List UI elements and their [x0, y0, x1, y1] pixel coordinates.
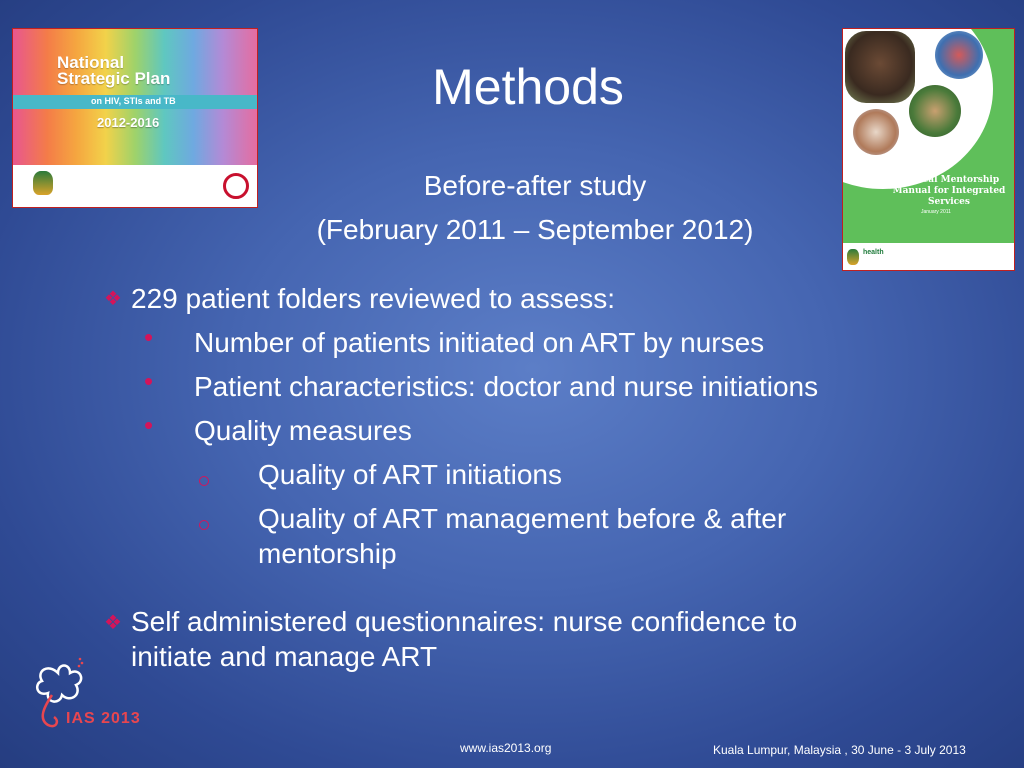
footer-url[interactable]: www.ias2013.org	[460, 741, 552, 755]
diamond-bullet-icon: ❖	[104, 288, 122, 310]
group-photo	[935, 31, 983, 79]
bullet-item-2: Patient characteristics: doctor and nurse initiations	[194, 371, 819, 402]
sub-bullet-1: Quality of ART initiations	[258, 459, 563, 490]
community-photo	[909, 85, 961, 137]
bullet-item-3: Quality measures	[194, 415, 412, 446]
dot-bullet-icon: •	[144, 322, 154, 352]
dot-bullet-icon: •	[144, 410, 154, 440]
ring-bullet-icon	[199, 520, 209, 530]
footer-event: Kuala Lumpur, Malaysia , 30 June - 3 July 2013	[713, 743, 966, 757]
bullet-item-1: Number of patients initiated on ART by nurses	[194, 327, 765, 358]
manual-date: January 2011	[921, 209, 951, 215]
slide-subtitle-2: (February 2011 – September 2012)	[316, 214, 754, 245]
coat-of-arms-icon	[847, 249, 859, 265]
slide-subtitle-1: Before-after study	[423, 170, 647, 201]
sub-bullet-2-cont: mentorship	[258, 538, 397, 569]
manual-department: health	[863, 249, 884, 256]
sub-bullet-2: Quality of ART management before & after	[258, 503, 787, 534]
bullet-main-2-cont: initiate and manage ART	[131, 641, 438, 672]
slide-title: Methods	[432, 59, 624, 115]
ias-logo-text: IAS 2013	[66, 710, 141, 727]
bullet-main-2: Self administered questionnaires: nurse confidence to	[131, 606, 798, 637]
ring-bullet-icon	[199, 476, 209, 486]
cover-title-line2: Strategic Plan	[57, 69, 171, 88]
manual-title: Clinical Mentorship Manual for Integrated Services	[892, 175, 1006, 207]
diamond-bullet-icon: ❖	[104, 612, 122, 634]
clinic-photo	[853, 109, 899, 155]
cover-years: 2012-2016	[97, 115, 160, 130]
clinical-mentorship-manual-cover	[842, 28, 1015, 271]
dot-bullet-icon: •	[144, 366, 154, 396]
cover-title-line1: National	[57, 53, 125, 72]
cover-subtitle: on HIV, STIs and TB	[91, 96, 176, 106]
child-photo	[845, 31, 915, 103]
bullet-main-1: 229 patient folders reviewed to assess:	[131, 283, 616, 314]
